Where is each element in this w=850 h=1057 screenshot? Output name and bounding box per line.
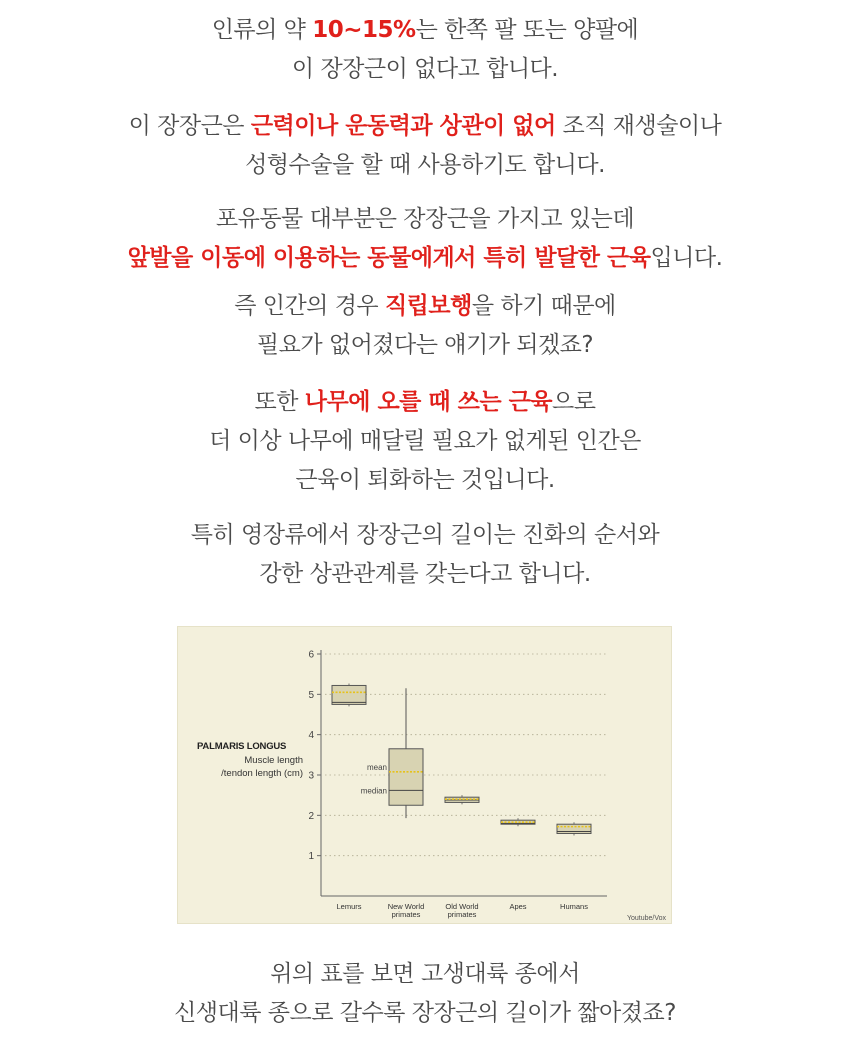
caption-line-1: 위의 표를 보면 고생대륙 종에서 [270, 961, 580, 987]
chart-credit: Youtube/Vox [626, 915, 666, 922]
text-segment: 또한 [254, 389, 305, 415]
y-tick-label: 2 [308, 810, 314, 822]
paragraph-line [0, 383, 850, 422]
box [557, 824, 591, 833]
y-axis-label-line-1: Muscle length [244, 755, 303, 766]
y-axis-label-line-2: /tendon length (cm) [221, 768, 303, 779]
x-category-label: New World [387, 902, 425, 911]
text-segment: 이 장장근은 [128, 113, 251, 139]
paragraph-4 [0, 287, 850, 365]
text-segment: 필요가 없어졌다는 얘기가 되겠죠? [256, 332, 594, 358]
box-plot-svg [177, 626, 672, 924]
paragraph-line [0, 555, 850, 594]
paragraph-1 [0, 11, 850, 89]
highlighted-text: 10~15% [312, 17, 416, 43]
text-segment: 조직 재생술이나 [555, 113, 722, 139]
text-segment: 근육이 퇴화하는 것입니다. [295, 467, 555, 493]
x-category-label-line-2: primates [391, 910, 421, 919]
y-tick-label: 4 [308, 730, 314, 742]
paragraph-line [0, 50, 850, 89]
paragraph-3 [0, 200, 850, 278]
text-segment: 강한 상관관계를 갖는다고 합니다. [259, 561, 591, 587]
paragraph-6 [0, 516, 850, 594]
y-tick-label: 6 [308, 649, 314, 661]
y-tick-label: 1 [308, 851, 314, 863]
highlighted-text: 직립보행 [384, 293, 472, 319]
x-category-label: Humans [560, 902, 588, 911]
y-tick-label: 5 [308, 689, 314, 701]
text-segment: 을 하기 때문에 [471, 293, 616, 319]
paragraph-line [0, 287, 850, 326]
text-segment: 는 한쪽 팔 또는 양팔에 [415, 17, 639, 43]
x-category-label-line-2: primates [447, 910, 477, 919]
x-category-label: Apes [509, 902, 527, 911]
paragraph-line [0, 461, 850, 500]
paragraph-5 [0, 383, 850, 500]
paragraph-line [0, 239, 850, 278]
paragraph-line [0, 200, 850, 239]
x-category-label: Lemurs [336, 902, 362, 911]
text-segment: 포유동물 대부분은 장장근을 가지고 있는데 [215, 206, 635, 232]
paragraph-line [0, 146, 850, 185]
box [332, 685, 366, 704]
highlighted-text: 앞발을 이동에 이용하는 동물에게서 특히 발달한 근육 [127, 245, 651, 271]
text-segment: 성형수술을 할 때 사용하기도 합니다. [245, 152, 605, 178]
caption-line-2: 신생대륙 종으로 갈수록 장장근의 길이가 짧아졌죠? [174, 1000, 676, 1026]
text-segment: 특히 영장류에서 장장근의 길이는 진화의 순서와 [190, 522, 660, 548]
text-segment: 인류의 약 [211, 17, 313, 43]
palmaris-longus-chart [177, 626, 672, 924]
text-segment: 으로 [552, 389, 596, 415]
median-annotation: median [360, 786, 387, 796]
chart-caption [0, 955, 850, 1033]
highlighted-text: 나무에 오를 때 쓰는 근육 [304, 389, 553, 415]
paragraph-line [0, 326, 850, 365]
paragraph-line [0, 11, 850, 50]
highlighted-text: 근력이나 운동력과 상관이 없어 [250, 113, 556, 139]
paragraph-2 [0, 107, 850, 185]
mean-annotation: mean [366, 762, 387, 772]
paragraph-line [0, 516, 850, 555]
text-segment: 더 이상 나무에 매달릴 필요가 없게된 인간은 [209, 428, 641, 454]
chart-title: PALMARIS LONGUS [197, 741, 287, 752]
y-tick-label: 3 [308, 770, 314, 782]
text-segment: 이 장장근이 없다고 합니다. [291, 56, 559, 82]
paragraph-line [0, 422, 850, 461]
text-segment: 입니다. [650, 245, 723, 271]
box [389, 749, 423, 805]
x-category-label: Old World [445, 902, 479, 911]
text-segment: 즉 인간의 경우 [234, 293, 385, 319]
paragraph-line [0, 107, 850, 146]
